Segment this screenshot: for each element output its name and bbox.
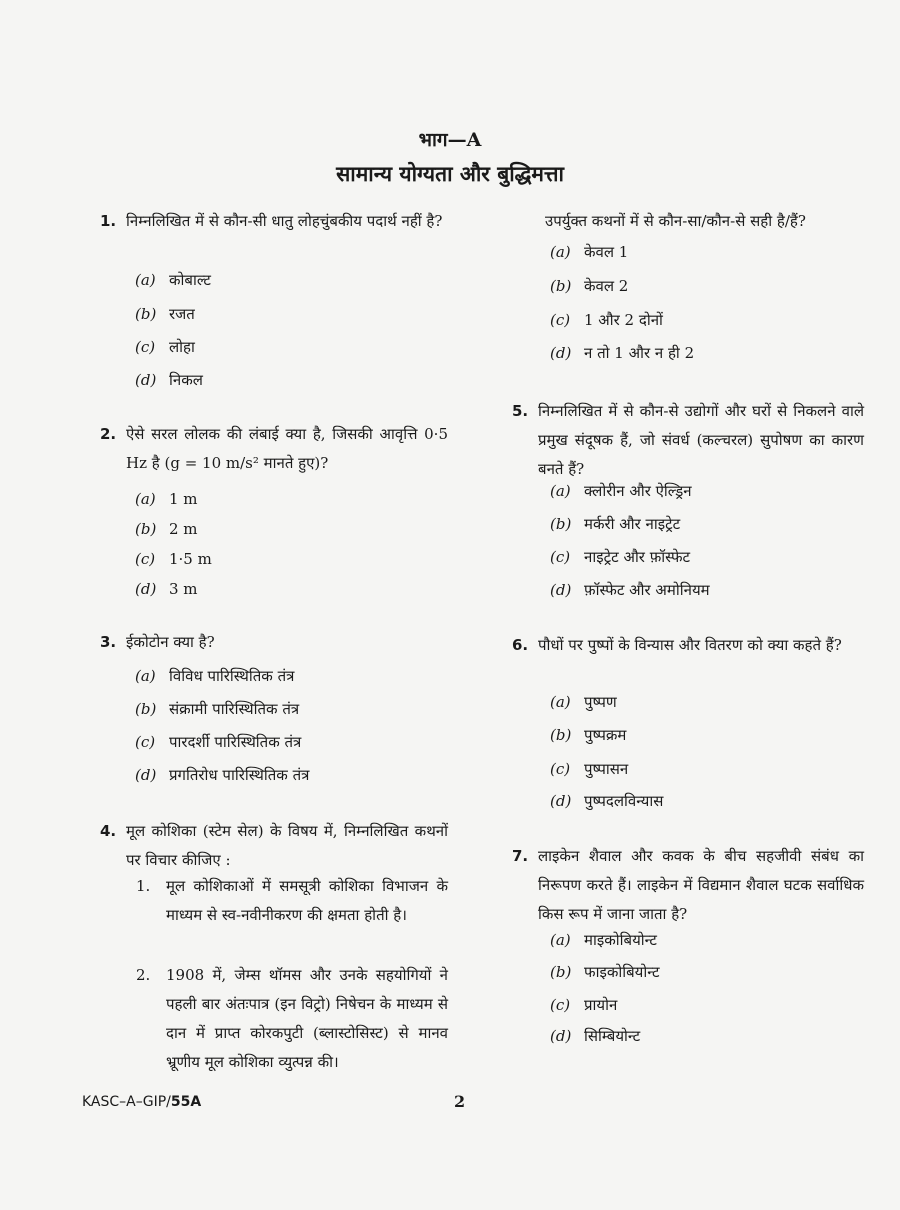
question-number: 4. [100, 822, 117, 840]
part-heading: भाग—A [418, 129, 482, 151]
exam-page: भाग—A सामान्य योग्यता और बुद्धिमत्ता 1. निम्नलिखित में से कौन-सी धातु लोहचुंबकीय पदार्थ नहीं है? (a) कोबाल्ट (b) रजत (c) लोहा (d) निकल 2. ऐसे सरल लोलक की लंबाई क्या है, जिसकी आवृत्ति 0·5 Hz है (g = 10 m/s² मानते हुए)? (a) 1 m (b) 2 m (c) 1·5 m (d) 3 m 3. ईकोटोन क्या है? (a) विविध पारिस्थितिक तंत्र (b) संक्रामी पारिस्थितिक तंत्र (c) पारदर्शी पारिस्थितिक तंत्र (d) प्रगतिरोध पारिस्थितिक तंत्र 4. मूल कोशिका (स्टेम सेल) के विषय में, निम्नलिखित कथनों पर विचार कीजिए : 1. मूल कोशिकाओं में समसूत्री कोशिका विभाजन के माध्यम से स्व-नवीनीकरण की क्षमता होती है। 2. 1908 में, जेम्स थॉमस और उनके सहयोगियों ने पहली बार अंतःपात्र (इन विट्रो) निषेचन के माध्यम से दान में प्राप्त कोरकपुटी (ब्लास्टोसिस्ट) से मानव भ्रूणीय मूल कोशिका व्युत्पन्न की। उपर्युक्त कथनों में से कौन-सा/कौन-से सही है/हैं? (a) केवल 1 (b) केवल 2 (c) 1 और 2 दोनों (d) न तो 1 और न ही 2 5. निम्नलिखित में से कौन-से उद्योगों और घरों से निकलने वाले प्रमुख संदूषक हैं, जो संवर्ध (कल्चरल) सुपोषण का कारण बनते हैं? (a) क्लोरीन और ऐल्ड्रिन (b) मर्करी और नाइट्रेट (c) नाइट्रेट और फ़ॉस्फेट (d) फ़ॉस्फेट और अमोनियम 6. पौधों पर पुष्पों के विन्यास और वितरण को क्या कहते हैं? (a) पुष्पण (b) पुष्पक्रम (c) पुष्पासन (d) पुष्पदलविन्यास 7. लाइकेन शैवाल और कवक के बीच सहजीवी संबंध का निरूपण करते हैं। लाइकेन में विद्यमान शैवाल घटक सर्वाधिक किस रूप में जाना जाता है? (a) माइकोबियोन्ट (b) फाइकोबियोन्ट (c) प्रायोन (d) सिम्बियोन्ट KASC–A–GIP/55A 2 [0, 0, 900, 1210]
question-text: ऐसे सरल लोलक की लंबाई क्या है, जिसकी आवृत्ति 0·5 Hz है (g = 10 m/s² मानते हुए)? [126, 425, 448, 472]
section-title: सामान्य योग्यता और बुद्धिमत्ता [336, 161, 564, 186]
question-number: 5. [512, 402, 529, 420]
question-number: 2. [100, 425, 117, 443]
question-number: 3. [100, 633, 117, 651]
booklet-code: KASC–A–GIP/55A [82, 1094, 202, 1110]
question-text: पौधों पर पुष्पों के विन्यास और वितरण को क्या कहते हैं? [538, 636, 842, 654]
question-text: निम्नलिखित में से कौन-सी धातु लोहचुंबकीय पदार्थ नहीं है? [126, 212, 443, 230]
question-number: 6. [512, 636, 529, 654]
question-text: ईकोटोन क्या है? [126, 633, 215, 651]
question-number: 7. [512, 847, 529, 865]
question-number: 1. [100, 212, 117, 230]
question-text: लाइकेन शैवाल और कवक के बीच सहजीवी संबंध का निरूपण करते हैं। लाइकेन में विद्यमान शैवाल घटक सर्वाधिक किस रूप में जाना जाता है? [538, 847, 864, 923]
page-number: 2 [454, 1092, 466, 1111]
question-text: मूल कोशिका (स्टेम सेल) के विषय में, निम्नलिखित कथनों पर विचार कीजिए : [126, 822, 448, 869]
question-text: उपर्युक्त कथनों में से कौन-सा/कौन-से सही है/हैं? [545, 212, 806, 230]
question-text: निम्नलिखित में से कौन-से उद्योगों और घरों से निकलने वाले प्रमुख संदूषक हैं, जो संवर्ध (कल्चरल) सुपोषण का कारण बनते हैं? [538, 402, 864, 478]
